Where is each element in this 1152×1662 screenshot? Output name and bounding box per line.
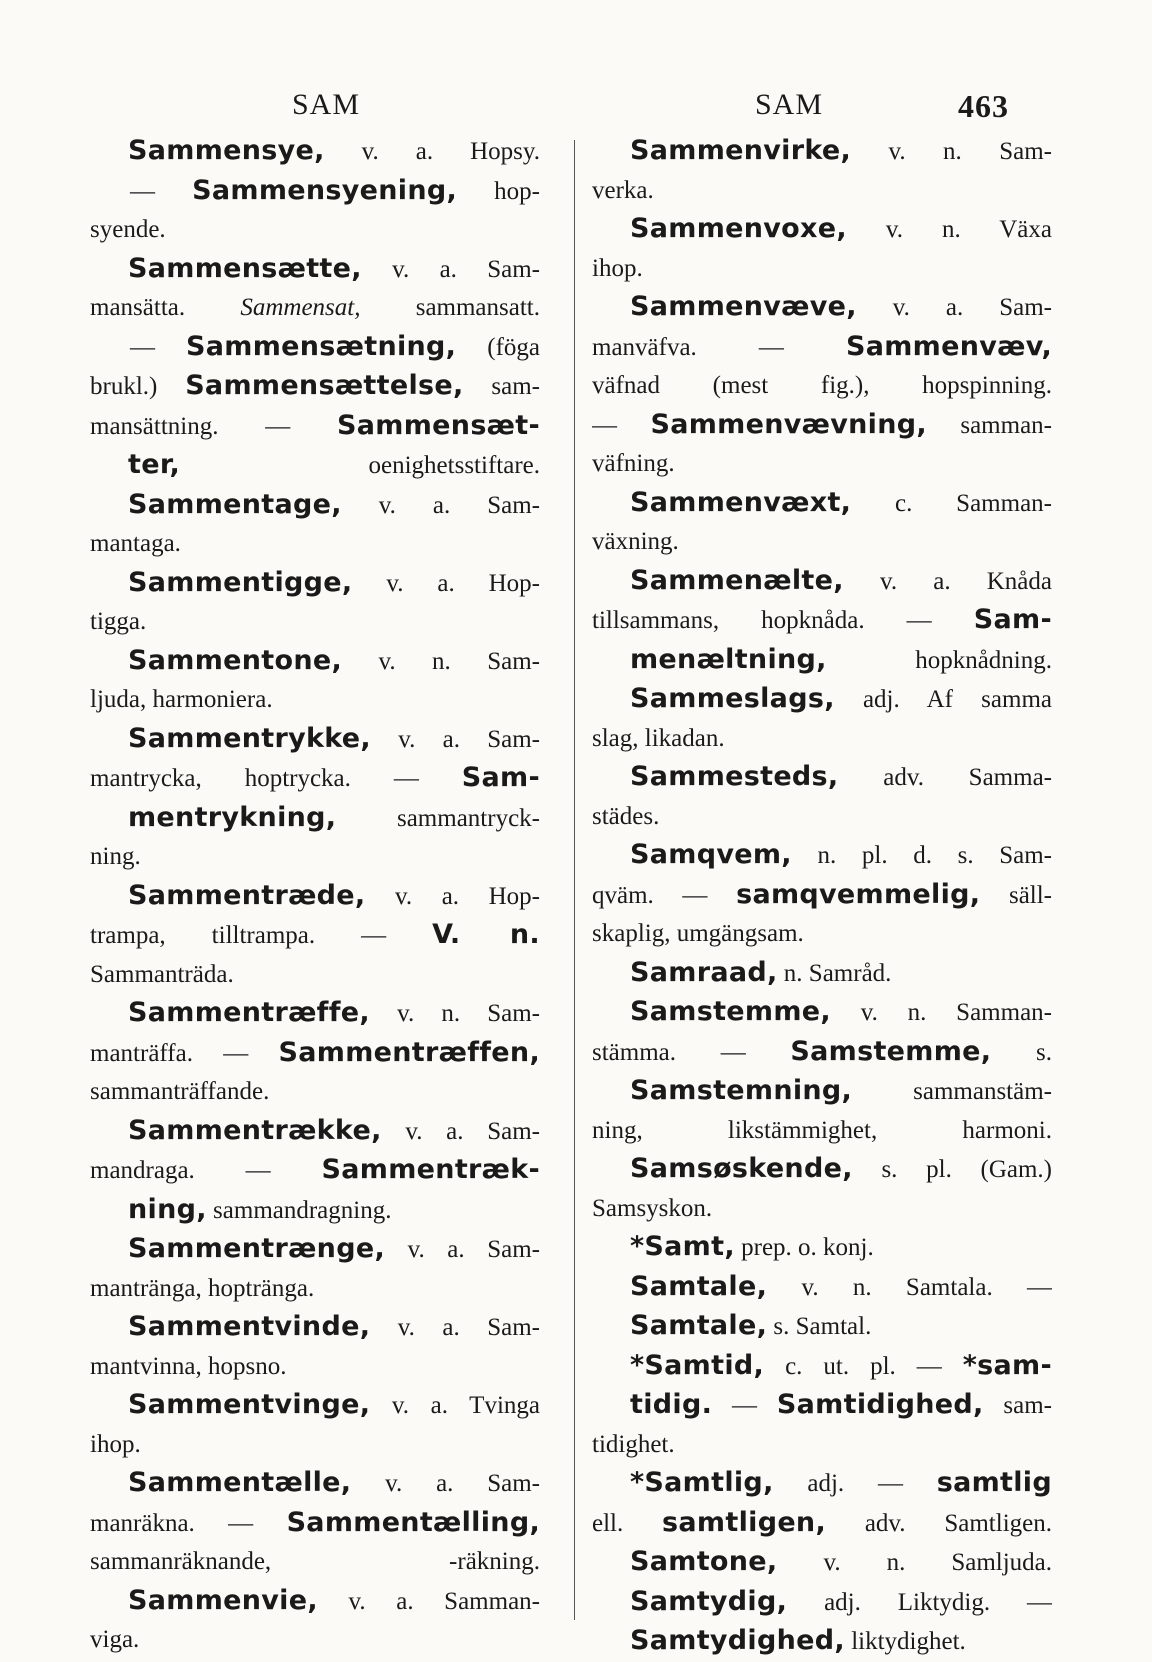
entry-text: manräkna. — — [90, 1509, 287, 1537]
entry-text: v. a. Tvinga — [370, 1392, 540, 1419]
dictionary-line — [90, 720, 540, 760]
entry-text: v. n. Samljuda. — [777, 1549, 1052, 1576]
entry-text: qväm. — — [592, 881, 737, 909]
entry-text: hop- — [457, 177, 540, 205]
entry-text: s. Samtal. — [767, 1313, 872, 1340]
dictionary-line — [90, 1151, 540, 1191]
dictionary-line — [592, 915, 1052, 954]
entry-text: samman- — [926, 411, 1052, 439]
headword: Sammensættelse, — [185, 370, 464, 401]
headword: Sammenvæve, — [630, 291, 857, 322]
headword: Sammensæt- — [337, 409, 540, 441]
left-column — [90, 132, 540, 1660]
entry-text: v. a. Hopsy. — [324, 138, 540, 165]
headword: Sammensætte, — [128, 252, 362, 284]
dictionary-line — [592, 484, 1052, 524]
entry-text: v. a. Sam- — [341, 491, 540, 519]
entry-text: mantaga. — [90, 530, 181, 557]
dictionary-line — [90, 328, 540, 368]
entry-text: v. a. Samman- — [317, 1587, 540, 1615]
entry-text: sam- — [983, 1392, 1052, 1419]
dictionary-line — [592, 641, 1052, 681]
dictionary-line — [90, 211, 540, 250]
entry-text: ljuda, harmoniera. — [90, 686, 273, 713]
entry-text: brukl.) — [90, 373, 186, 400]
entry-text: n. pl. d. s. Sam- — [791, 842, 1052, 869]
entry-text: sammandragning. — [206, 1196, 392, 1224]
dictionary-line — [90, 407, 540, 447]
headword: Sammentage, — [128, 488, 342, 520]
column-divider — [574, 140, 575, 1620]
entry-text: — — [712, 1392, 777, 1419]
dictionary-line — [90, 1073, 540, 1112]
headword: Sammensætning, — [186, 330, 457, 362]
entry-text: prep. o. konj. — [734, 1234, 874, 1261]
dictionary-line — [592, 1307, 1052, 1347]
entry-text: Samsyskon. — [592, 1194, 713, 1222]
dictionary-line — [592, 406, 1052, 446]
entry-text: v. n. Sam- — [369, 1000, 540, 1027]
dictionary-line — [592, 1426, 1052, 1465]
entry-text: väfnad (mest fig.), hopspinning. — [592, 372, 1052, 399]
headword: Samstemme, — [630, 996, 831, 1027]
entry-text: — — [592, 411, 651, 439]
headword: Sammentræffen, — [278, 1036, 540, 1068]
headword: Samtidighed, — [776, 1389, 984, 1420]
entry-text: v. n. Sam- — [851, 138, 1052, 165]
dictionary-line — [592, 1112, 1052, 1151]
headword: Sammentræde, — [128, 879, 366, 911]
dictionary-line — [592, 288, 1052, 328]
dictionary-line — [90, 1464, 540, 1504]
dictionary-line — [592, 1583, 1052, 1623]
entry-text: — — [130, 333, 187, 361]
entry-text: slag, likadan. — [592, 724, 725, 752]
dictionary-line — [90, 838, 540, 877]
entry-text: stämma. — — [592, 1038, 791, 1066]
headword: menæltning, — [630, 643, 827, 675]
entry-text: s. — [991, 1038, 1052, 1066]
dictionary-line — [90, 1112, 540, 1152]
dictionary-line — [592, 1268, 1052, 1308]
entry-text: tillsammans, hopknåda. — — [592, 607, 974, 634]
headword: Samtydighed, — [630, 1625, 845, 1656]
headword: Sammenvæv, — [845, 330, 1052, 362]
entry-text: v. a. Hop- — [365, 882, 540, 910]
dictionary-line — [90, 250, 540, 290]
dictionary-line — [90, 642, 540, 682]
entry-text: ihop. — [90, 1430, 141, 1458]
dictionary-line — [592, 876, 1052, 916]
dictionary-line — [90, 1426, 540, 1465]
entry-text: n. Samråd. — [777, 959, 892, 987]
headword: ning, — [128, 1193, 207, 1225]
entry-text: adv. Samtligen. — [826, 1509, 1052, 1537]
dictionary-line — [90, 1308, 540, 1348]
entry-text: sammansatt. — [360, 294, 540, 321]
headword: Sammenvirke, — [630, 135, 852, 166]
running-head-left: SAM — [292, 88, 361, 121]
headword: Sammentvinde, — [128, 1311, 371, 1342]
dictionary-line — [592, 954, 1052, 994]
entry-text: v. n. Sam- — [342, 647, 540, 675]
dictionary-line — [90, 603, 540, 642]
dictionary-line — [90, 759, 540, 799]
headword: Sam- — [973, 604, 1052, 635]
headword: Sammentælling, — [286, 1506, 540, 1538]
entry-text: adj. Liktydig. — — [787, 1588, 1052, 1616]
dictionary-line — [90, 525, 540, 564]
entry-text: v. a. Sam- — [370, 1314, 540, 1341]
dictionary-line — [90, 994, 540, 1034]
headword: Sammentvinge, — [128, 1389, 371, 1420]
entry-text: säll- — [980, 881, 1052, 909]
headword: V. n. — [432, 919, 540, 950]
headword: Sammenvævning, — [650, 408, 927, 440]
dictionary-line — [592, 798, 1052, 837]
dictionary-line — [592, 523, 1052, 562]
dictionary-line — [592, 680, 1052, 720]
entry-text: manträffa. — — [90, 1039, 279, 1067]
dictionary-line — [90, 446, 540, 486]
entry-text: mantrycka, hoptrycka. — — [90, 765, 462, 792]
headword: Samtale, — [630, 1310, 768, 1341]
entry-text: mantvinna, hopsno. — [90, 1352, 287, 1380]
entry-text: — — [130, 177, 193, 205]
entry-text: v. a. Sam- — [370, 725, 540, 753]
dictionary-line — [90, 564, 540, 604]
dictionary-line — [592, 1622, 1052, 1662]
headword: Sammeslags, — [630, 683, 835, 714]
entry-text: s. pl. (Gam.) — [852, 1156, 1052, 1183]
entry-text: mansätta. — [90, 294, 241, 321]
entry-text: sammanträffande. — [90, 1078, 270, 1105]
dictionary-line — [592, 1033, 1052, 1073]
right-column — [592, 132, 1052, 1662]
dictionary-line — [592, 1190, 1052, 1229]
headword: Samsøskende, — [630, 1153, 853, 1184]
dictionary-line — [90, 1582, 540, 1622]
headword: *Samt, — [630, 1231, 735, 1262]
entry-text: städes. — [592, 802, 660, 830]
dictionary-line — [592, 1464, 1052, 1504]
dictionary-line — [90, 1034, 540, 1074]
dictionary-line — [90, 1191, 540, 1231]
headword: Sammesteds, — [630, 761, 839, 792]
entry-text: v. a. Hop- — [352, 569, 540, 597]
entry-text: oenighetsstiftare. — [180, 452, 540, 479]
dictionary-line — [90, 1348, 540, 1387]
entry-text: tidighet. — [592, 1430, 675, 1458]
dictionary-line — [592, 1072, 1052, 1112]
dictionary-line — [592, 1347, 1052, 1387]
entry-text: adj. — — [773, 1470, 937, 1497]
headword: Sammentrykke, — [128, 722, 371, 754]
dictionary-line — [592, 367, 1052, 406]
entry-text: mandraga. — — [90, 1157, 322, 1184]
dictionary-line — [592, 250, 1052, 289]
dictionary-line — [90, 916, 540, 956]
entry-text: v. a. Sam- — [381, 1117, 540, 1145]
entry-text: hopknådning. — [826, 646, 1052, 674]
dictionary-line — [90, 172, 540, 212]
entry-text: ning, likstämmighet, harmoni. — [592, 1116, 1052, 1144]
headword: Sammenvoxe, — [630, 213, 847, 244]
headword: Sammensye, — [128, 135, 325, 166]
entry-text: adj. Af samma — [834, 686, 1052, 713]
headword: Samraad, — [630, 956, 778, 988]
entry-text: v. n. Samtala. — — [767, 1273, 1052, 1301]
headword: Samqvem, — [630, 839, 792, 870]
headword: mentrykning, — [128, 801, 337, 833]
entry-text: växning. — [592, 528, 679, 555]
entry-text: v. a. Sam- — [385, 1236, 540, 1263]
entry-text: sammantryck- — [336, 804, 540, 832]
dictionary-line — [90, 1504, 540, 1544]
dictionary-line — [90, 956, 540, 995]
headword: Sammentælle, — [128, 1467, 352, 1498]
entry-text: c. Samman- — [851, 489, 1052, 517]
entry-text: v. a. Sam- — [856, 294, 1052, 321]
dictionary-line — [592, 562, 1052, 602]
dictionary-line — [90, 1543, 540, 1582]
dictionary-line — [592, 328, 1052, 368]
headword: Sammenvie, — [128, 1584, 318, 1616]
headword: samtligen, — [662, 1506, 827, 1538]
entry-text: viga. — [90, 1626, 140, 1653]
dictionary-line — [592, 1504, 1052, 1544]
headword: Samstemning, — [630, 1075, 853, 1106]
entry-text: mantränga, hoptränga. — [90, 1274, 315, 1302]
headword: Sam- — [461, 762, 540, 793]
headword: Samtone, — [630, 1546, 778, 1577]
dictionary-line — [90, 132, 540, 172]
dictionary-line — [592, 172, 1052, 211]
dictionary-line — [90, 681, 540, 720]
dictionary-line — [592, 1543, 1052, 1583]
entry-text: sammanräknande, -räkning. — [90, 1548, 540, 1575]
entry-text: ell. — [592, 1509, 663, 1537]
entry-text: adv. Samma- — [838, 764, 1052, 791]
entry-text: väfning. — [592, 450, 675, 477]
dictionary-line — [592, 1386, 1052, 1426]
dictionary-line — [90, 486, 540, 526]
dictionary-line — [592, 1150, 1052, 1190]
entry-text: skaplig, umgängsam. — [592, 920, 804, 947]
running-head-right: SAM — [755, 88, 824, 121]
entry-text: ihop. — [592, 254, 643, 282]
dictionary-line — [592, 132, 1052, 172]
headword: Samstemme, — [790, 1035, 992, 1067]
dictionary-line — [90, 1270, 540, 1309]
dictionary-line — [592, 601, 1052, 641]
dictionary-line — [592, 836, 1052, 876]
headword: Sammensyening, — [192, 174, 458, 206]
headword: *Samtlig, — [630, 1467, 774, 1498]
dictionary-line — [90, 289, 540, 328]
entry-text: verka. — [592, 176, 654, 204]
entry-text: sam- — [463, 373, 540, 400]
entry-text: v. n. Samman- — [830, 999, 1052, 1026]
dictionary-line — [90, 1621, 540, 1660]
dictionary-line — [90, 799, 540, 839]
entry-text: c. ut. pl. — — [764, 1352, 963, 1380]
page-number: 463 — [958, 88, 1009, 124]
dictionary-line — [592, 1228, 1052, 1268]
dictionary-line — [592, 993, 1052, 1033]
dictionary-line — [90, 367, 540, 407]
entry-text: v. a. Knåda — [843, 567, 1052, 595]
italic-form: Sammensat, — [240, 294, 361, 321]
entry-text: tigga. — [90, 608, 147, 635]
entry-text: syende. — [90, 216, 166, 243]
entry-text: manväfva. — — [592, 333, 846, 361]
headword: ter, — [128, 449, 181, 480]
dictionary-line — [592, 445, 1052, 484]
headword: Sammentone, — [128, 644, 343, 676]
headword: Sammenælte, — [630, 564, 844, 596]
dictionary-line — [592, 210, 1052, 250]
headword: Sammenvæxt, — [630, 486, 852, 518]
headword: tidig. — [630, 1389, 713, 1420]
entry-text: liktydighet. — [844, 1628, 966, 1655]
dictionary-line — [592, 720, 1052, 759]
dictionary-line — [90, 1386, 540, 1426]
headword: *sam- — [962, 1349, 1052, 1381]
headword: Sammentræk- — [321, 1154, 540, 1185]
headword: Sammentrænge, — [128, 1233, 385, 1264]
entry-text: Sammanträda. — [90, 960, 234, 988]
dictionary-line — [90, 1230, 540, 1270]
headword: samqvemmelig, — [736, 878, 981, 910]
entry-text: ning. — [90, 843, 141, 870]
headword: Sammentrække, — [128, 1114, 382, 1146]
dictionary-line — [592, 758, 1052, 798]
entry-text: (föga — [456, 333, 540, 361]
entry-text: sammanstäm- — [852, 1078, 1052, 1105]
headword: Samtale, — [630, 1270, 768, 1302]
headword: Samtydig, — [630, 1585, 788, 1617]
headword: *Samtid, — [630, 1349, 765, 1381]
headword: samtlig — [936, 1467, 1052, 1498]
entry-text: v. a. Sam- — [351, 1470, 540, 1497]
entry-text: v. n. Växa — [846, 216, 1052, 243]
entry-text: v. a. Sam- — [361, 255, 540, 283]
entry-text: mansättning. — — [90, 412, 338, 440]
headword: Sammentigge, — [128, 566, 353, 598]
entry-text: trampa, tilltrampa. — — [90, 922, 433, 949]
headword: Sammentræffe, — [128, 997, 370, 1028]
dictionary-line — [90, 877, 540, 917]
